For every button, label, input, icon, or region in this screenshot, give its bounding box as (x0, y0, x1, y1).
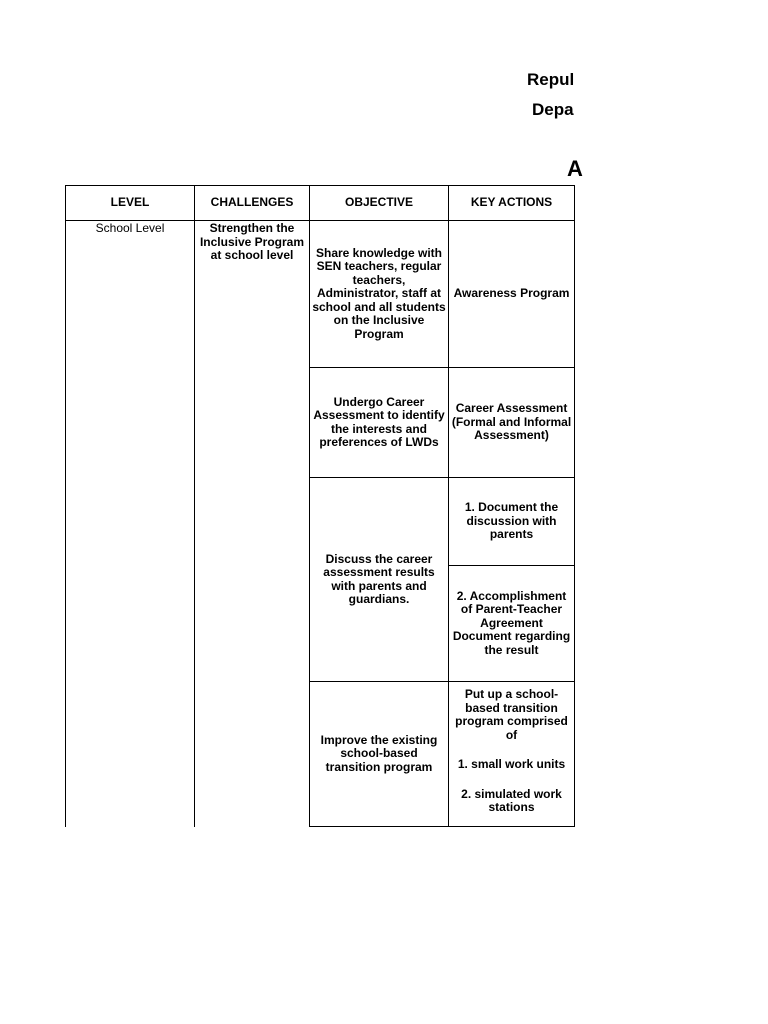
action-cell-document-discussion: 1. Document the discussion with parents (464, 500, 559, 542)
column-header-challenges: CHALLENGES (210, 195, 294, 210)
transition-program-item-2: 2. simulated work stations (461, 786, 562, 814)
action-cell-transition-program (449, 682, 574, 826)
column-header-objective: OBJECTIVE (344, 195, 413, 210)
header-line-3: A (567, 156, 583, 181)
column-header-level: LEVEL (110, 195, 150, 210)
action-cell-career-assessment: Career Assessment (Formal and Informal Assessment) (451, 401, 572, 443)
header-line-1: Repul (527, 70, 575, 89)
objective-cell-4: Improve the existing school-based transition program (320, 732, 438, 774)
level-cell: School Level (95, 221, 165, 235)
action-cell-awareness: Awareness Program (453, 286, 570, 301)
action-cell-parent-teacher-agreement: 2. Accomplishment of Parent-Teacher Agreement Document regarding the result (452, 588, 571, 657)
transition-program-intro: Put up a school-based transition program comprised of (455, 687, 568, 742)
column-header-key-actions: KEY ACTIONS (470, 195, 553, 210)
challenge-cell: Strengthen the Inclusive Program at school level (199, 221, 305, 262)
transition-program-item-1: 1. small work units (457, 757, 566, 771)
objective-cell-1: Share knowledge with SEN teachers, regular teachers, Administrator, staff at school and all students on the Inclusive Program (312, 245, 446, 341)
header-line-2: Depa (532, 100, 574, 119)
objective-cell-2: Undergo Career Assessment to identify the interests and preferences of LWDs (313, 394, 445, 449)
objective-cell-3: Discuss the career assessment results with parents and guardians. (323, 551, 435, 606)
